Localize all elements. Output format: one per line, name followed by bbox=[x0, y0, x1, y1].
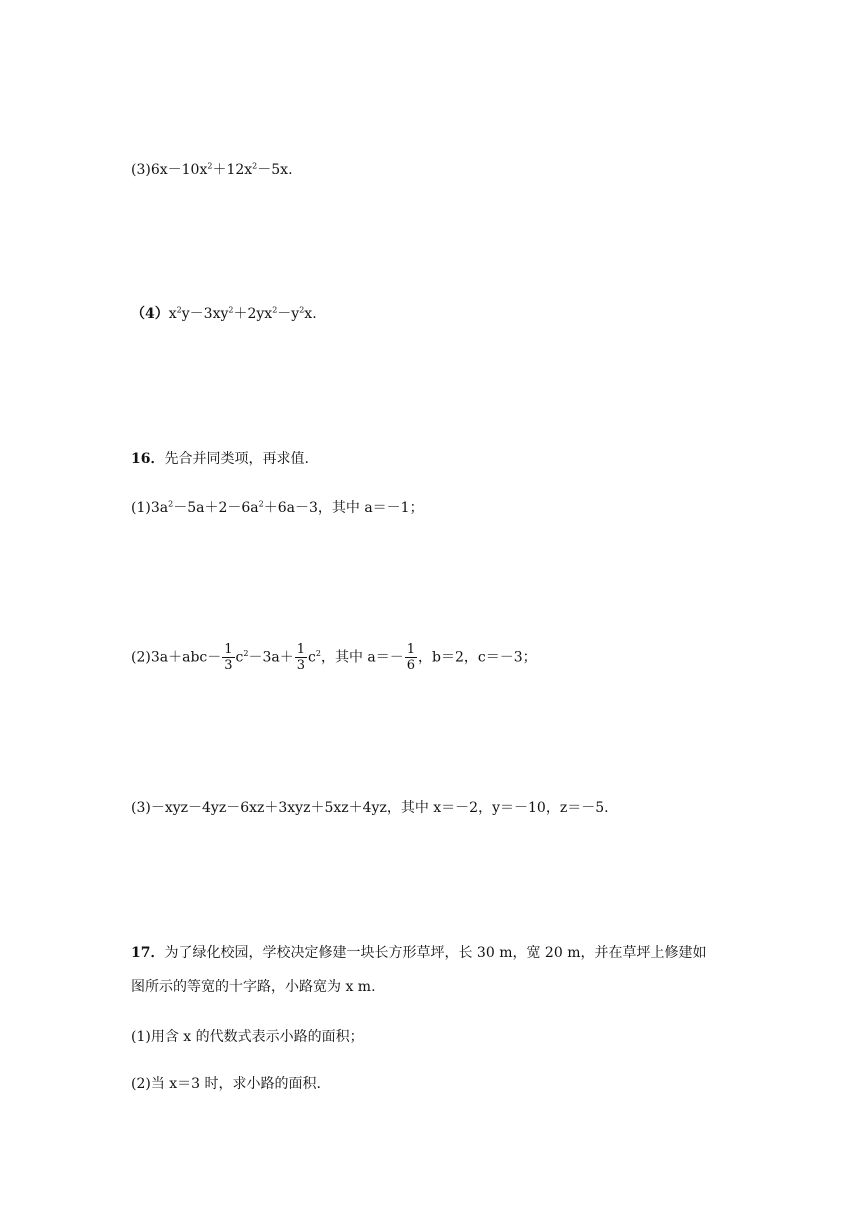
q17-part1: (1)用含 x 的代数式表示小路的面积； bbox=[131, 1029, 364, 1045]
question-number: 16． bbox=[131, 451, 165, 467]
fraction: $\frac{1}{3}$ bbox=[224, 642, 233, 673]
fraction: $\frac{1}{3}$ bbox=[296, 642, 306, 673]
question-number: 17． bbox=[131, 945, 165, 961]
q15-part3: $(3)6x-10x^2+12x^2-5x$. bbox=[131, 161, 293, 178]
q17-part2: (2)当 x＝3 时，求小路的面积. bbox=[131, 1076, 321, 1092]
q16-heading bbox=[131, 449, 309, 469]
q16-part3: (3)－xyz－4yz－6xz＋3xyz＋5xz＋4yz，其中 x＝－2，y＝－10，z＝－5. bbox=[131, 800, 609, 816]
fraction: $\frac{1}{6}$ bbox=[406, 642, 416, 673]
q15-part4: $(4)x^2y-3xy^2+2yx^2-y^2x$. bbox=[131, 305, 317, 322]
question-title: 先合并同类项，再求值. bbox=[164, 451, 309, 467]
q17-line2: 图所示的等宽的十字路，小路宽为 x m. bbox=[131, 979, 376, 995]
q17-line1: 17．为了绿化校园，学校决定修建一块长方形草坪，长 30 m，宽 20 m，并在草坪上修建如 bbox=[131, 945, 707, 961]
q16-part1: $(1)3a^2-5a+2-6a^2+6a-3$，其中 a＝－1； bbox=[131, 499, 424, 516]
q16-part2: (2)3a＋abc－ $\frac{1}{3}$ $c^2-3a+$ $\frac{1}{3}$ $c^2$，其中 a＝－ $\frac{1}{6}$ ，b＝2，c＝－3； bbox=[131, 642, 537, 673]
